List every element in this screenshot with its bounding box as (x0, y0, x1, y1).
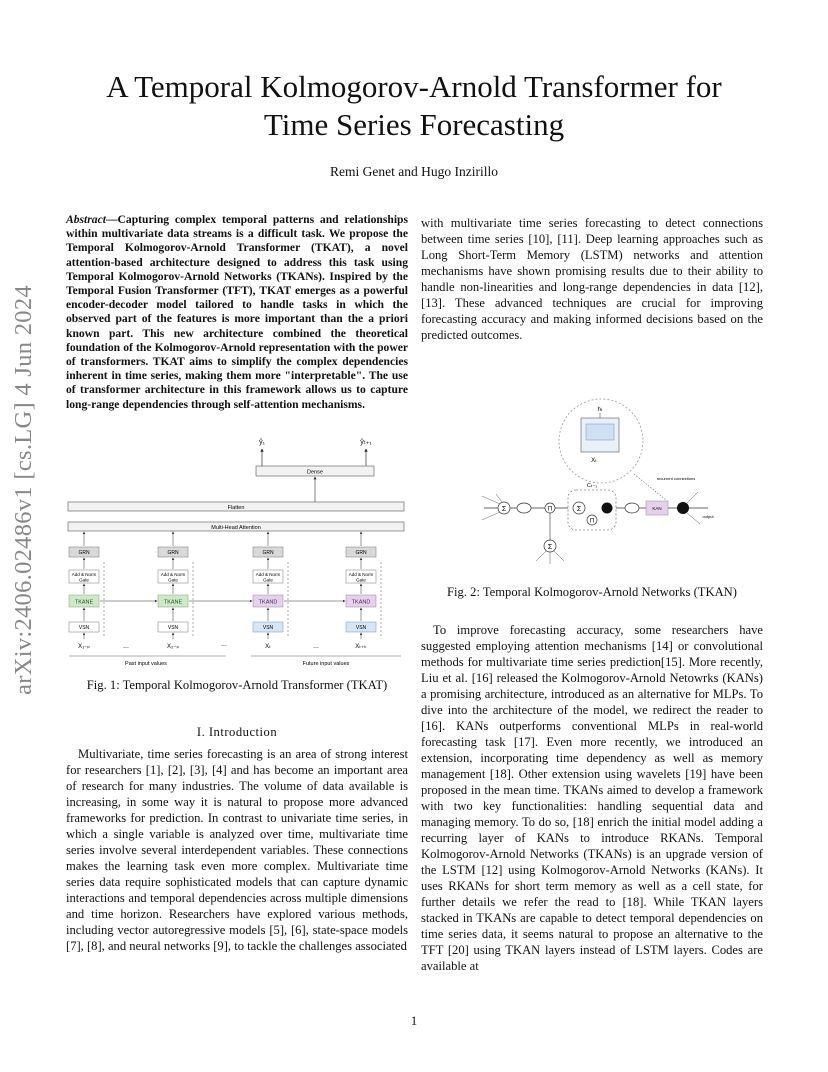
gate-2-label: Gate (168, 577, 178, 583)
input-x2: X₂₋ₚ (166, 644, 180, 650)
input-x1: X₁₋ₚ (78, 644, 90, 650)
svg-text:Σ: Σ (576, 506, 582, 513)
tkan-4-label: TKAND (351, 599, 371, 606)
addnorm-1-label: Add & Norm (71, 572, 97, 577)
ellipsis-mid: ... (221, 641, 227, 648)
column-2 (158, 532, 188, 650)
tkan-3-label: TKAND (258, 599, 278, 606)
sigma-activation-1 (517, 503, 531, 513)
vsn-3-label: VSN (262, 625, 274, 631)
vsn-1-label: VSN (78, 625, 90, 631)
black-node-1 (602, 503, 613, 514)
introduction-paragraph: Multivariate, time series forecasting is an area of strong interest for researchers [1], [2], [3], [4] and has become an important area of research for many industries. The volume of data available is increasing, in some way it is natural to propose more advanced frameworks for prediction. In contrast to univariate time series, in which a single variable is analyzed over time, multivariate time series involve several interdependent variables. These connections makes the learning task even more complex. Multivariate time series data require sophisticated models that can capture dynamic interactions and temporal dependencies across multiple dimensions and time horizon. Researchers have explored various methods, including vector autoregressive models [5], [6], state-space models [7], [8], and neural networks [9], to tackle the challenges associated (66, 747, 408, 953)
h-t-label: hₜ (597, 407, 603, 413)
grn-3-label: GRN (262, 550, 274, 556)
svg-text:Π: Π (589, 518, 595, 525)
figure-2-caption: Fig. 2: Temporal Kolmogorov-Arnold Networks (TKAN) (447, 585, 737, 599)
output-label: output (702, 514, 714, 519)
gate-4-label: Gate (356, 577, 366, 583)
recurrent-label: recurrent connections (656, 476, 696, 481)
arxiv-id: arXiv:2406.02486v1 [cs.LG] 4 Jun 2024 (10, 285, 37, 695)
authors: Remi Genet and Hugo Inzirillo (330, 164, 498, 179)
figure-1-tkat-diagram (66, 432, 408, 672)
cell-state-label: Cₜ₋₁ (586, 483, 598, 489)
column-1 (69, 532, 99, 650)
output-y2: ŷₜ₊₁ (360, 439, 372, 446)
column-4 (346, 532, 376, 650)
vsn-2-label: VSN (167, 625, 179, 631)
ellipsis-future: ... (313, 643, 319, 650)
abstract-body: —Capturing complex temporal patterns and relationships within multivariate data streams is a difficult task. We propose the Temporal Kolmogorov-Arnold Transformer (TKAT), a novel attention-based architecture designed to address this task using Temporal Kolmogorov-Arnold Networks (TKANs). Inspired by the Temporal Fusion Transformer (TFT), TKAT emerges as a powerful encoder-decoder model tailored to handle tasks in which the observed part of the features is more important than the a priori known part. This new architecture combined the theoretical foundation of the Kolmogorov-Arnold representation with the power of transformers. TKAT aims to simplify the complex dependencies inherent in time series, making them more "interpretable". The use of transformer architecture in this framework allows us to capture long-range dependencies through self-attention mechanisms. (66, 213, 408, 411)
svg-text:Σ: Σ (547, 544, 553, 551)
dense-label: Dense (307, 469, 323, 476)
tkan-1-label: TKANE (74, 599, 94, 606)
right-column-paragraph-1: with multivariate time series forecasting to detect connections between time series [10], [11]. Deep learning approaches such as Long Short-Term Memory (LSTM) networks and attention mechanisms have shown promising results due to their ability to handle non-linearities and long-range dependencies in data [12], [13]. These advanced techniques are crucial for improving forecasting accuracy and making informed decisions based on the predicted outcomes. (421, 216, 763, 342)
title-line-1: A Temporal Kolmogorov-Arnold Transformer for (106, 69, 722, 104)
mha-label: Multi-Head Attention (211, 525, 261, 531)
black-node-2 (677, 502, 689, 514)
ellipsis-past: ... (123, 643, 129, 650)
xt-inner-label: Xₜ (591, 458, 597, 464)
addnorm-2-label: Add & Norm (160, 572, 186, 577)
vsn-4-label: VSN (355, 625, 367, 631)
figure-1-caption: Fig. 1: Temporal Kolmogorov-Arnold Transformer (TKAT) (86, 678, 388, 692)
addnorm-4-label: Add & Norm (348, 572, 374, 577)
input-x4: Xₜ₊ₖ (355, 644, 367, 650)
column-3 (253, 532, 283, 650)
flatten-label: Flatten (227, 505, 245, 511)
sigma-activation-2 (625, 503, 639, 513)
output-y1: ŷ₁ (259, 439, 265, 446)
grn-2-label: GRN (167, 550, 179, 556)
tkan-2-label: TKANE (163, 599, 183, 606)
svg-text:Σ: Σ (501, 506, 507, 513)
input-x3: Xₜ (265, 644, 271, 650)
past-input-label: Past input values (125, 661, 167, 667)
future-input-label: Future input values (302, 661, 350, 667)
figure-2-tkan-diagram (476, 396, 724, 576)
kan-label: KAN (652, 506, 662, 511)
paper-title (40, 68, 788, 144)
abstract-label: Abstract (66, 213, 106, 226)
svg-text:Π: Π (547, 506, 553, 513)
grn-4-label: GRN (355, 550, 367, 556)
addnorm-3-label: Add & Norm (255, 572, 281, 577)
right-column-paragraph-2: To improve forecasting accuracy, some researchers have suggested employing attention mechanisms [14] or convolutional methods for multivariate time series prediction[15]. More recently, Liu et al. [16] released the Kolmogorov-Arnold Netowrks (KANs) a promising architecture, introduced as an alternative for MLPs. To dive into the architecture of the model, we redirect the reader to [16]. KANs outperforms conventional MLPs in real-world forecasting task [17]. Even more recently, we introduced an extension, incorporating time dependency as well as memory management [18]. Other extension using wavelets [19] have been proposed in the mean time. TKANs aimed to develop a framework with two key functionalities: handling sequential data and managing memory. To do so, [18] enrich the initial model adding a recurring layer of KANs to introduce RKANs. Temporal Kolmogorov-Arnold Networks (TKANs) is an upgrade version of the LSTM [12] using Kolmogorov-Arnold Networks (KANs). It uses RKANs for short term memory as well as a cell state, for further details we refer the read to [18]. While TKAN layers stacked in TKANs are capable to detect temporal dependencies on time series data, it seems natural to propose an alternative to the TFT [20] using TKAN layers instead of LSTM layers. Codes are available at (421, 623, 763, 973)
abstract (66, 213, 408, 412)
page-number: 1 (410, 1014, 418, 1028)
section-heading-introduction: I. Introduction (196, 725, 278, 739)
gate-3-label: Gate (263, 577, 273, 583)
title-line-2: Time Series Forecasting (263, 107, 565, 142)
arxiv-sidebar (4, 285, 44, 695)
gate-1-label: Gate (79, 577, 89, 583)
grn-1-label: GRN (78, 550, 90, 556)
